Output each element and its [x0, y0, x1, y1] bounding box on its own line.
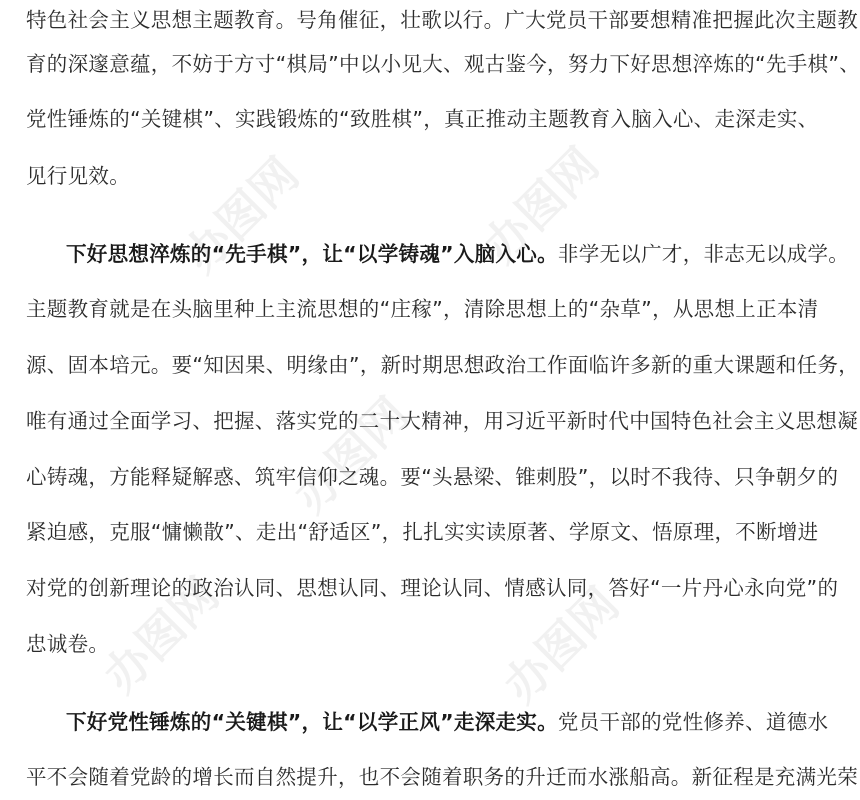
paragraph-2-line: 主题教育就是在头脑里种上主流思想的“庄稼”，清除思想上的“杂草”，从思想上正本清 — [26, 297, 819, 321]
watermark: 办图网 — [173, 147, 310, 284]
paragraph-2-line — [66, 234, 850, 274]
paragraph-3-line: 平不会随着党龄的增长而自然提升，也不会随着职务的升迁而水涨船高。新征程是充满光荣 — [26, 765, 858, 789]
watermark: 办图网 — [283, 387, 420, 524]
paragraph-2-heading: 下好思想淬炼的“先手棋”，让“以学铸魂”入脑入心。 — [66, 242, 558, 266]
paragraph-3-lead: 党员干部的党性修养、道德水 — [557, 710, 829, 734]
paragraph-1-line: 特色社会主义思想主题教育。号角催征，壮歌以行。广大党员干部要想精准把握此次主题教 — [26, 8, 858, 32]
paragraph-2-lead: 非学无以广才，非志无以成学。 — [557, 242, 850, 266]
paragraph-2-line: 对党的创新理论的政治认同、思想认同、理论认同、情感认同，答好“一片丹心永向党”的 — [26, 576, 839, 600]
paragraph-2-line: 心铸魂，方能释疑解惑、筑牢信仰之魂。要“头悬梁、锥刺股”，以时不我待、只争朝夕的 — [26, 465, 839, 489]
paragraph-3-heading: 下好党性锤炼的“关键棋”，让“以学正风”走深走实。 — [66, 710, 558, 734]
paragraph-2-line: 唯有通过全面学习、把握、落实党的二十大精神，用习近平新时代中国特色社会主义思想凝 — [26, 409, 858, 433]
watermark: 办图网 — [93, 567, 230, 704]
paragraph-1-line: 党性锤炼的“关键棋”、实践锻炼的“致胜棋”，真正推动主题教育入脑入心、走深走实、 — [26, 107, 819, 131]
paragraph-1-line: 见行见效。 — [26, 164, 130, 188]
paragraph-2-line: 紧迫感，克服“慵懒散”、走出“舒适区”，扎扎实实读原著、学原文、悟原理，不断增进 — [26, 520, 819, 544]
paragraph-2-line: 源、固本培元。要“知因果、明缘由”，新时期思想政治工作面临许多新的重大课题和任务， — [26, 353, 860, 377]
paragraph-1-line: 育的深邃意蕴，不妨于方寸“棋局”中以小见大、观古鉴今，努力下好思想淬炼的“先手棋”、 — [26, 52, 860, 76]
paragraph-3-line — [66, 702, 829, 742]
watermark: 办图网 — [473, 137, 610, 274]
paragraph-2-line: 忠诚卷。 — [26, 632, 110, 656]
watermark: 办图网 — [493, 577, 630, 714]
